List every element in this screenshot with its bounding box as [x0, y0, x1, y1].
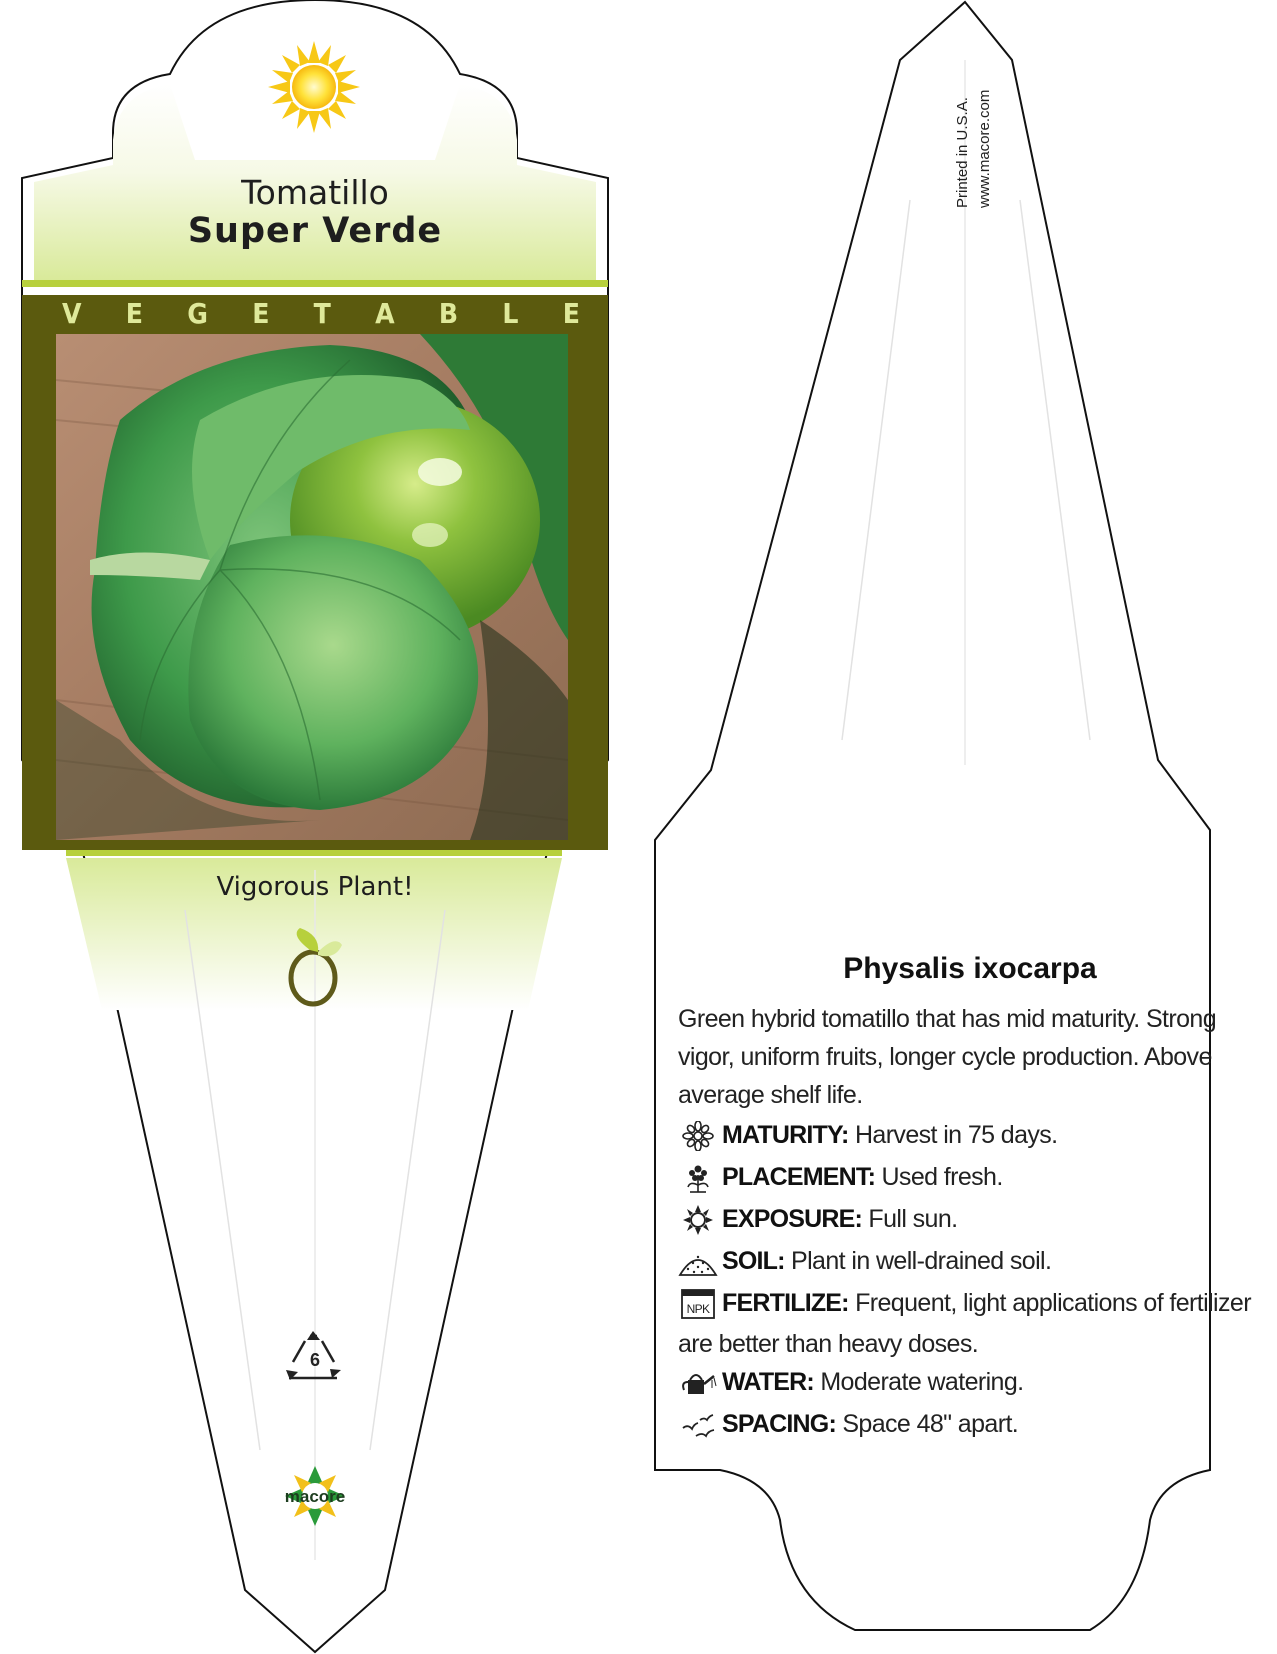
care-row-water	[678, 1368, 1024, 1398]
care-text: Plant in well-drained soil.	[791, 1247, 1052, 1275]
care-row-spacing	[678, 1410, 1018, 1440]
care-label: SPACING:	[722, 1410, 836, 1438]
care-text: Space 48" apart.	[842, 1410, 1019, 1438]
care-text: Harvest in 75 days.	[854, 1121, 1058, 1149]
care-text: Moderate watering.	[820, 1368, 1024, 1396]
seedlings-icon	[678, 1410, 718, 1440]
care-text: Frequent, light applications of fertilizer	[855, 1289, 1251, 1317]
care-row-fertilize	[678, 1289, 1251, 1319]
variety-name: Super Verde	[187, 211, 443, 251]
plant-type-title: Tomatillo	[241, 173, 389, 212]
care-row-placement	[678, 1163, 1003, 1193]
category-letter: E	[562, 297, 580, 330]
brand-name: macore	[284, 1487, 346, 1506]
care-label: FERTILIZE:	[722, 1289, 849, 1317]
care-label: PLACEMENT:	[722, 1163, 876, 1191]
care-row-exposure	[678, 1205, 958, 1235]
care-label: SOIL:	[722, 1247, 785, 1275]
printed-in-label: Printed in U.S.A.	[954, 97, 971, 208]
care-label: MATURITY:	[722, 1121, 849, 1149]
plant-description: Green hybrid tomatillo that has mid maturity. Strong vigor, uniform fruits, longer cycle production. Above average shelf life.	[678, 1005, 1217, 1109]
category-letter: G	[187, 297, 208, 330]
care-label: EXPOSURE:	[722, 1205, 863, 1233]
flower-icon	[678, 1121, 718, 1151]
scientific-name: Physalis ixocarpa	[843, 952, 1097, 985]
watering-can-icon	[678, 1368, 718, 1398]
care-continuation: are better than heavy doses.	[678, 1330, 979, 1358]
category-letter: A	[375, 297, 395, 330]
category-letter: L	[502, 297, 519, 330]
npk-icon	[678, 1289, 718, 1319]
category-label	[22, 297, 608, 330]
care-label: WATER:	[722, 1368, 814, 1396]
category-letter: E	[125, 297, 143, 330]
care-text: Full sun.	[868, 1205, 958, 1233]
care-row-soil	[678, 1247, 1051, 1277]
plant-icon	[678, 1163, 718, 1193]
soil-icon	[678, 1247, 718, 1277]
website-label: www.macore.com	[976, 89, 993, 208]
category-letter: T	[313, 297, 331, 330]
tagline: Vigorous Plant!	[216, 872, 414, 902]
recycle-number: 6	[309, 1350, 320, 1370]
printed-info	[952, 90, 996, 208]
care-row-maturity	[678, 1121, 1058, 1151]
sun-outline-icon	[678, 1205, 718, 1235]
care-text: Used fresh.	[881, 1163, 1003, 1191]
category-letter: E	[252, 297, 270, 330]
npk-text: NPK	[686, 1302, 710, 1317]
category-letter: V	[62, 297, 82, 330]
category-letter: B	[438, 297, 459, 330]
